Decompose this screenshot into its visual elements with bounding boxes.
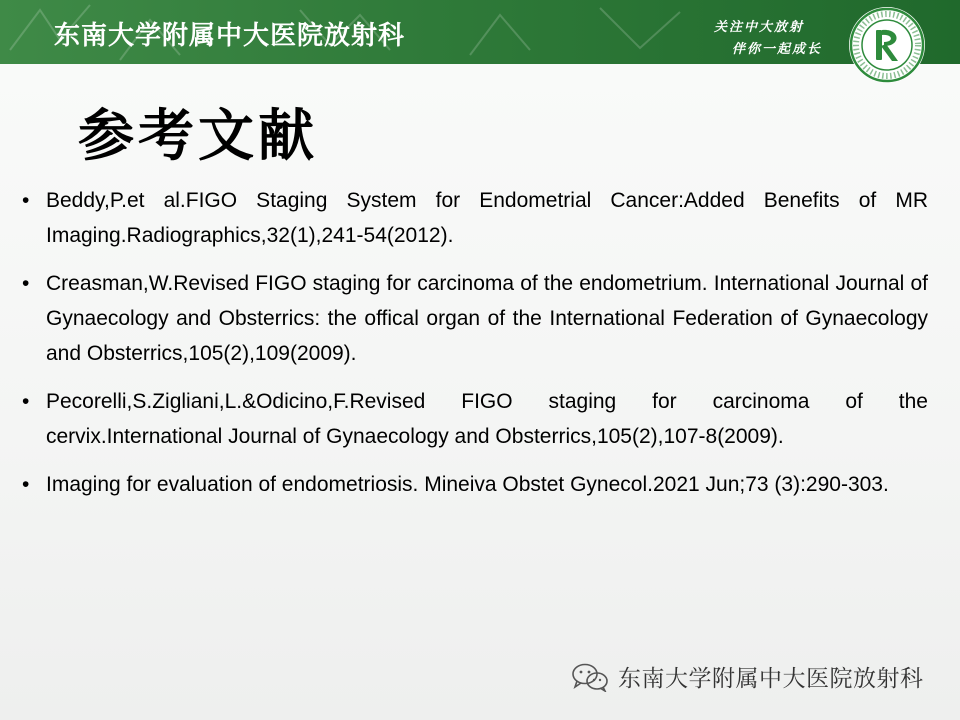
bullet: • <box>22 473 30 496</box>
reference-item <box>22 183 928 253</box>
header-title: 东南大学附属中大医院放射科 <box>54 21 406 51</box>
page-title: 参考文献 <box>78 104 318 169</box>
reference-item <box>22 266 928 371</box>
header-banner <box>0 0 960 64</box>
reference-text: Creasman,W.Revised FIGO staging for carcinoma of the endometrium. International Journal of Gynaecology and Obsterrics: the offical organ of the International Federation of Gynaecology and Obsterrics,105(2),109(2009). <box>46 272 928 365</box>
reference-list <box>22 183 928 515</box>
reference-text: Imaging for evaluation of endometriosis. Mineiva Obstet Gynecol.2021 Jun;73 (3):290-303. <box>46 473 889 496</box>
department-logo <box>848 6 926 84</box>
reference-item <box>22 467 928 502</box>
bullet: • <box>22 272 30 295</box>
reference-text: Beddy,P.et al.FIGO Staging System for Endometrial Cancer:Added Benefits of MR Imaging.Radiographics,32(1),241-54(2012). <box>46 189 928 247</box>
reference-item <box>22 384 928 454</box>
slogan-line-1: 关注中大放射 <box>714 20 805 35</box>
wechat-icon <box>570 662 610 692</box>
reference-text: Pecorelli,S.Zigliani,L.&Odicino,F.Revised FIGO staging for carcinoma of the cervix.International Journal of Gynaecology and Obsterrics,105(2),107-8(2009). <box>46 390 928 448</box>
watermark-text: 东南大学附属中大医院放射科 <box>618 666 924 692</box>
wechat-watermark <box>570 660 924 693</box>
slogan-line-2: 伴你一起成长 <box>732 42 823 57</box>
bullet: • <box>22 390 30 413</box>
bullet: • <box>22 189 30 212</box>
